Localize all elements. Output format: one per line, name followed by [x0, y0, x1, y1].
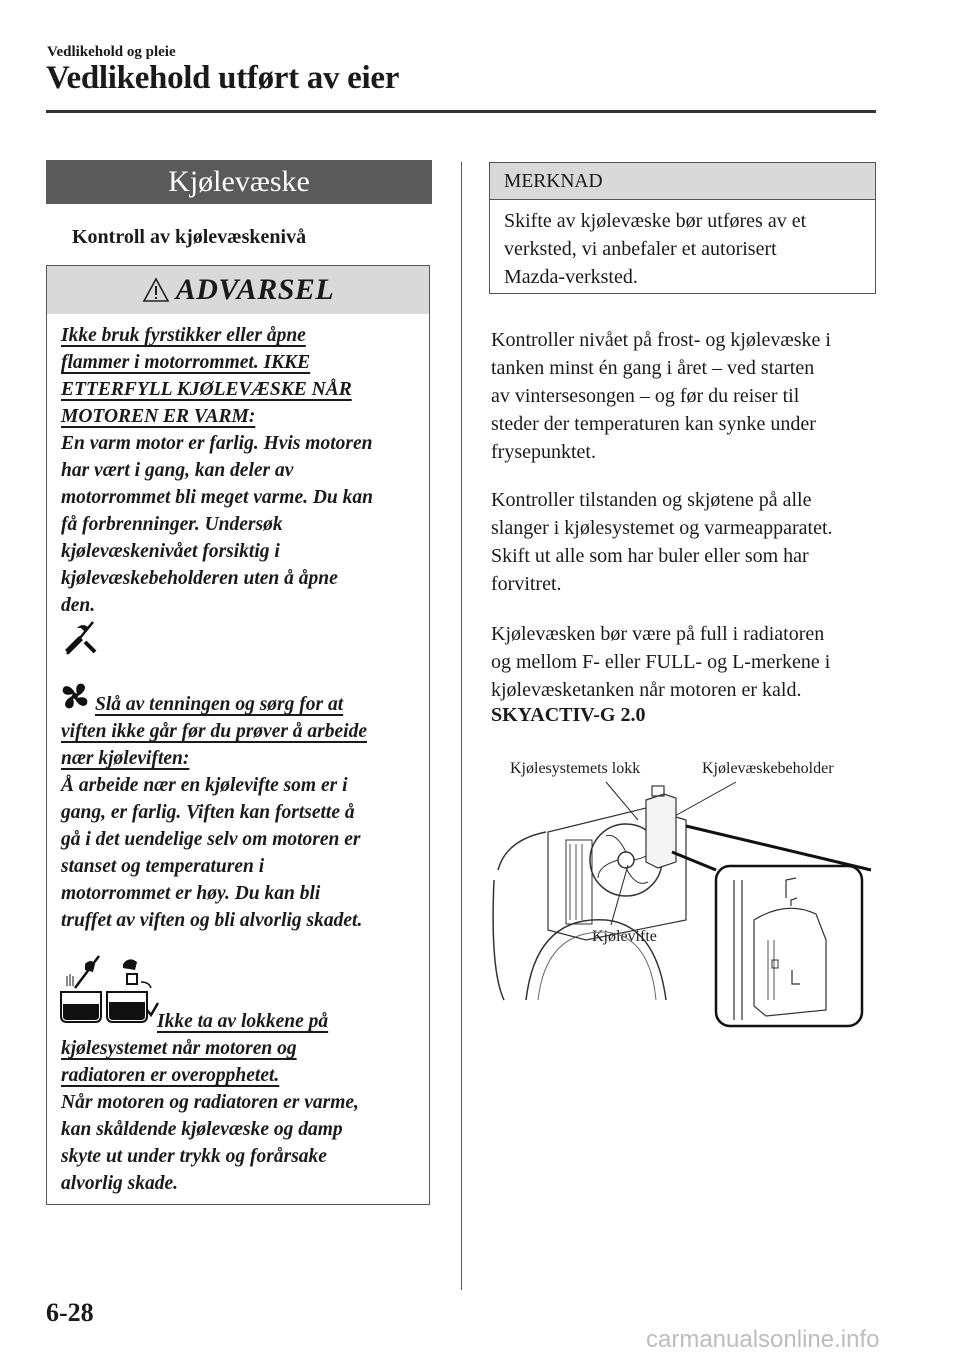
note-title: MERKNAD	[490, 163, 875, 200]
paragraph-line: tanken minst én gang i året – ved starten	[491, 357, 815, 379]
paragraph-line: av vintersesongen – og før du reiser til	[491, 385, 800, 407]
warning-block-cap	[61, 1008, 421, 1197]
warning-line: motorrommet er høy. Du kan bli	[61, 883, 321, 904]
warning-line: gang, er farlig. Viften kan fortsette å	[61, 802, 355, 823]
warning-line: stanset og temperaturen i	[61, 856, 265, 877]
paragraph-check-hoses	[491, 486, 876, 598]
column-divider	[461, 162, 462, 1290]
paragraph-line: steder der temperaturen kan synke under	[491, 413, 816, 435]
warning-line: skyte ut under trykk og forårsake	[61, 1146, 327, 1167]
engine-bay-illustration	[486, 770, 876, 1040]
warning-line: ETTERFYLL KJØLEVÆSKE NÅR	[61, 379, 352, 400]
warning-line: kan skåldende kjølevæske og damp	[61, 1119, 343, 1140]
warning-line: truffet av viften og bli alvorlig skadet.	[61, 910, 363, 931]
note-line: verksted, vi anbefaler et autorisert	[504, 238, 777, 260]
paragraph-line: forvitret.	[491, 573, 562, 595]
page-title: Vedlikehold utført av eier	[46, 60, 400, 96]
warning-header	[47, 266, 429, 314]
warning-line: Å arbeide nær en kjølevifte som er i	[61, 775, 348, 796]
engine-label: SKYACTIV-G 2.0	[491, 704, 646, 726]
header-rule	[46, 110, 876, 113]
warning-line: få forbrenninger. Undersøk	[61, 514, 283, 535]
paragraph-line: Kontroller nivået på frost- og kjølevæske i	[491, 329, 831, 351]
warning-title: ADVARSEL	[175, 273, 335, 306]
warning-line: nær kjøleviften:	[61, 748, 190, 769]
warning-triangle-icon	[142, 277, 170, 303]
paragraph-check-level	[491, 326, 876, 466]
paragraph-line: kjølevæsketanken når motoren er kald.	[491, 679, 802, 701]
warning-line: motorrommet bli meget varme. Du kan	[61, 487, 373, 508]
paragraph-coolant-full	[491, 620, 876, 704]
warning-line: den.	[61, 595, 96, 616]
paragraph-line: Kontroller tilstanden og skjøtene på alle	[491, 489, 812, 511]
warning-line: flammer i motorrommet. IKKE	[61, 352, 311, 373]
paragraph-line: og mellom F- eller FULL- og L-merkene i	[491, 651, 831, 673]
warning-line: kjølevæskenivået forsiktig i	[61, 541, 280, 562]
paragraph-line: Kjølevæsken bør være på full i radiatoren	[491, 623, 825, 645]
paragraph-line: slanger i kjølesystemet og varmeapparatet.	[491, 517, 833, 539]
warning-line: kjølevæskebeholderen uten å åpne	[61, 568, 338, 589]
label-cooling-fan: Kjølevifte	[592, 928, 657, 945]
section-heading: Kjølevæske	[46, 160, 432, 204]
warning-line: har vært i gang, kan deler av	[61, 460, 294, 481]
no-tools-near-fan-icon	[59, 618, 101, 658]
section-label: Vedlikehold og pleie	[47, 44, 176, 60]
warning-line: Ikke ta av lokkene på	[157, 1011, 329, 1032]
watermark: carmanualsonline.info	[646, 1326, 880, 1353]
warning-line: viften ikke går før du prøver å arbeide	[61, 721, 368, 742]
label-cooling-cap: Kjølesystemets lokk	[510, 760, 641, 777]
note-box	[489, 162, 876, 294]
page-number: 6-28	[46, 1298, 94, 1327]
label-coolant-reservoir: Kjølevæskebeholder	[702, 760, 834, 777]
note-line: Mazda-verksted.	[504, 266, 638, 288]
warning-line: Slå av tenningen og sørg for at	[95, 694, 344, 715]
note-text	[504, 207, 869, 291]
warning-line: radiatoren er overopphetet.	[61, 1065, 280, 1086]
paragraph-line: frysepunktet.	[491, 441, 596, 463]
warning-block-fan	[61, 691, 421, 934]
note-line: Skifte av kjølevæske bør utføres av et	[504, 210, 807, 232]
warning-block-fire	[61, 322, 421, 619]
warning-line: Ikke bruk fyrstikker eller åpne	[61, 325, 306, 346]
warning-line: alvorlig skade.	[61, 1173, 178, 1194]
warning-line: kjølesystemet når motoren og	[61, 1038, 297, 1059]
warning-line: gå i det uendelige selv om motoren er	[61, 829, 361, 850]
warning-line: Når motoren og radiatoren er varme,	[61, 1092, 359, 1113]
paragraph-line: Skift ut alle som har buler eller som har	[491, 545, 809, 567]
subheading: Kontroll av kjølevæskenivå	[72, 226, 307, 248]
warning-box	[46, 265, 430, 1205]
warning-line: MOTOREN ER VARM:	[61, 406, 256, 427]
warning-line: En varm motor er farlig. Hvis motoren	[61, 433, 373, 454]
